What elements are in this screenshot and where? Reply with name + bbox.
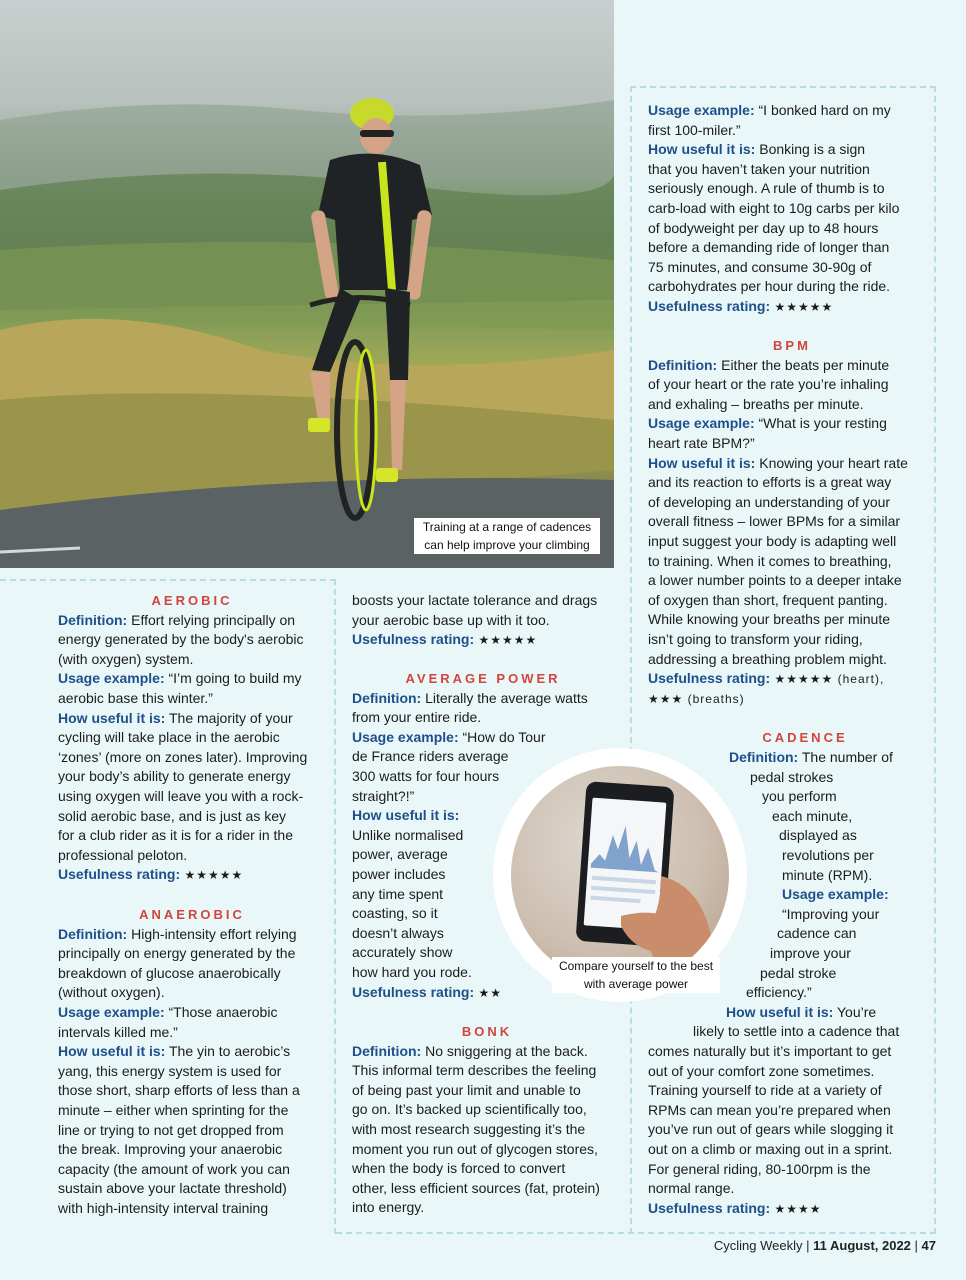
phone-caption xyxy=(552,957,720,993)
footer-separator: | xyxy=(910,1238,922,1253)
anaerobic-useful-5: line or trying to not get dropped from xyxy=(58,1121,284,1138)
anaerobic-useful-2: yang, this energy system is used for xyxy=(58,1062,282,1079)
publication-name: Cycling Weekly xyxy=(713,1238,803,1253)
cadence-definition-1: The number of xyxy=(798,749,893,765)
aerobic-rating-stars: ★★★★★ xyxy=(180,868,244,883)
anaerobic-definition-4: (without oxygen). xyxy=(58,984,165,1001)
avgpower-definition-2: from your entire ride. xyxy=(352,709,482,726)
aerobic-useful-1: The majority of your xyxy=(165,709,293,726)
bonk-definition-8: other, less efficient sources (fat, protein) xyxy=(352,1179,600,1196)
cadence-useful-3: comes naturally but it’s important to get xyxy=(648,1043,892,1059)
bonk-definition-5: with most research suggesting it’s the xyxy=(352,1120,586,1137)
col2-cont-2: your aerobic base up with it too. xyxy=(352,611,550,628)
avgpower-useful-8: how hard you rode. xyxy=(352,963,472,980)
usage-label: Usage example: xyxy=(648,102,755,118)
bpm-useful-5: input suggest your body is adapting well xyxy=(648,532,897,549)
bpm-useful-4: overall fitness – lower BPMs for a similar xyxy=(648,513,901,530)
bpm-useful-8: of oxygen than short, frequent panting. xyxy=(648,591,888,608)
cadence-definition-5: displayed as xyxy=(779,827,857,843)
issue-date: 11 August, 2022 xyxy=(813,1238,911,1253)
bonk-useful-1: Bonking is a sign xyxy=(755,141,866,158)
bpm-definition-3: and exhaling – breaths per minute. xyxy=(648,395,864,412)
avgpower-useful-4: any time spent xyxy=(352,885,444,902)
aerobic-useful-8: professional peloton. xyxy=(58,846,188,863)
avgpower-definition-1: Literally the average watts xyxy=(421,689,588,706)
cadence-usage-1: “Improving your xyxy=(782,906,880,922)
bpm-useful-3: of developing an understanding of your xyxy=(648,493,891,510)
bonk-definition-3: of being past your limit and unable to xyxy=(352,1081,581,1098)
heading-average-power: AVERAGE POWER xyxy=(405,671,561,686)
bonk-useful-7: 75 minutes, and consume 30-90g of xyxy=(648,258,872,275)
avgpower-useful-5: coasting, so it xyxy=(352,905,438,922)
cadence-definition-2: pedal strokes xyxy=(750,769,834,785)
heading-cadence: CADENCE xyxy=(762,730,848,745)
cadence-useful-9: For general riding, 80-100rpm is the xyxy=(648,1161,871,1177)
anaerobic-useful-7: capacity (the amount of work you can xyxy=(58,1160,290,1177)
bpm-usage-2: heart rate BPM?” xyxy=(648,434,755,451)
cadence-useful-4: out of your comfort zone sometimes. xyxy=(648,1063,875,1079)
definition-label: Definition: xyxy=(58,925,128,942)
photo-caption-line-1: Training at a range of cadences xyxy=(414,518,600,536)
bonk-useful-8: carbohydrates per hour during the ride. xyxy=(648,278,891,295)
anaerobic-usage-2: intervals killed me.” xyxy=(58,1023,178,1040)
cadence-definition-3: you perform xyxy=(762,788,837,804)
bpm-useful-1: Knowing your heart rate xyxy=(755,454,908,471)
avgpower-useful-6: doesn’t always xyxy=(352,924,444,941)
avgpower-useful-3: power includes xyxy=(352,865,446,882)
bpm-useful-2: and its reaction to efforts is a great way xyxy=(648,474,892,491)
bonk-usage-2: first 100-miler.” xyxy=(648,121,741,138)
bottom-frame xyxy=(336,1232,936,1234)
bonk-useful-4: carb-load with eight to 10g carbs per kilo xyxy=(648,199,900,216)
anaerobic-usage-1: “Those anaerobic xyxy=(164,1003,278,1020)
bpm-definition-1: Either the beats per minute xyxy=(717,356,890,373)
bonk-definition-4: go on. It’s backed up scientifically too, xyxy=(352,1101,587,1118)
bpm-useful-6: to training. When it comes to breathing, xyxy=(648,552,892,569)
entry-aerobic xyxy=(58,591,326,886)
cadence-useful-2: likely to settle into a cadence that xyxy=(693,1023,900,1039)
bonk-useful-3: seriously enough. A rule of thumb is to xyxy=(648,180,885,197)
anaerobic-definition-3: breakdown of glucose anaerobically xyxy=(58,964,281,981)
avgpower-usage-2: de France riders average xyxy=(352,748,509,765)
cyclist-photo xyxy=(0,0,614,568)
aerobic-useful-3: ‘zones’ (more on zones later). Improving xyxy=(58,748,308,765)
footer-separator: | xyxy=(802,1238,814,1253)
anaerobic-useful-8: sustain above your lactate threshold) xyxy=(58,1180,287,1197)
cadence-definition-4: each minute, xyxy=(772,808,853,824)
avgpower-rating-stars: ★★ xyxy=(474,985,502,1000)
heading-bpm: BPM xyxy=(773,338,811,353)
phone-caption-line-1: Compare yourself to the best xyxy=(552,957,720,975)
bonk-definition-9: into energy. xyxy=(352,1199,425,1216)
useful-label: How useful it is: xyxy=(726,1004,834,1020)
usage-label: Usage example: xyxy=(648,415,755,432)
aerobic-useful-4: your body’s ability to generate energy xyxy=(58,768,291,785)
cadence-useful-8: out on a climb or maxing out in a sprint. xyxy=(648,1141,893,1157)
bonk-continuation xyxy=(648,101,928,318)
entry-bonk xyxy=(352,1022,622,1218)
bonk-rating-stars: ★★★★★ xyxy=(770,299,834,314)
entry-bpm xyxy=(648,336,928,709)
avgpower-usage-4: straight?!” xyxy=(352,787,415,804)
bpm-useful-10: isn’t going to transform your riding, xyxy=(648,630,863,647)
bonk-useful-5: of bodyweight per day up to 48 hours xyxy=(648,219,879,236)
cadence-useful-5: Training yourself to ride at a variety of xyxy=(648,1082,882,1098)
phone-caption-line-2: with average power xyxy=(552,975,720,993)
anaerobic-useful-3: those short, sharp efforts of less than a xyxy=(58,1082,300,1099)
cadence-usage-5: efficiency.” xyxy=(746,984,812,1000)
phone-illustration xyxy=(511,766,729,984)
rating-label: Usefulness rating: xyxy=(352,983,475,1000)
avgpower-useful-2: power, average xyxy=(352,846,448,863)
anaerobic-useful-1: The yin to aerobic’s xyxy=(165,1043,291,1060)
aerobic-usage-1: “I’m going to build my xyxy=(164,670,302,687)
aerobic-definition-2: energy generated by the body's aerobic xyxy=(58,631,304,648)
useful-label: How useful it is: xyxy=(58,1043,166,1060)
aerobic-useful-6: solid aerobic base, and is just as key xyxy=(58,807,287,824)
bpm-rating-2: ★★★ (breaths) xyxy=(648,691,745,706)
page-footer xyxy=(714,1236,936,1256)
rating-label: Usefulness rating: xyxy=(648,670,771,687)
cadence-useful-6: RPMs can mean you’re prepared when xyxy=(648,1102,891,1118)
phone-photo xyxy=(511,766,729,984)
cyclist-illustration xyxy=(0,0,614,568)
cadence-useful-7: you’ve run out of gears while slogging it xyxy=(648,1121,894,1137)
avgpower-useful-1: Unlike normalised xyxy=(352,826,464,843)
page-number: 47 xyxy=(921,1238,936,1253)
anaerobic-definition-2: principally on energy generated by the xyxy=(58,945,296,962)
aerobic-useful-2: cycling will take place in the aerobic xyxy=(58,729,280,746)
rating-label: Usefulness rating: xyxy=(352,631,475,648)
bpm-useful-7: a lower number points to a deeper intake xyxy=(648,572,902,589)
useful-label: How useful it is: xyxy=(648,141,756,158)
useful-label: How useful it is: xyxy=(58,709,166,726)
aerobic-usage-2: aerobic base this winter.” xyxy=(58,689,213,706)
bonk-useful-2: that you haven’t taken your nutrition xyxy=(648,160,870,177)
bpm-usage-1: “What is your resting xyxy=(754,415,887,432)
photo-caption xyxy=(414,518,600,554)
definition-label: Definition: xyxy=(352,1042,422,1059)
usage-label: Usage example: xyxy=(352,728,459,745)
bonk-definition-6: moment you run out of glycogen stores, xyxy=(352,1140,598,1157)
cadence-useful-1: You’re xyxy=(833,1004,877,1020)
useful-label: How useful it is: xyxy=(352,807,460,824)
rating-label: Usefulness rating: xyxy=(648,1200,771,1216)
aerobic-definition-1: Effort relying principally on xyxy=(127,611,296,628)
cadence-rating-stars: ★★★★ xyxy=(770,1202,822,1216)
bonk-definition-2: This informal term describes the feeling xyxy=(352,1062,597,1079)
bonk-usage-1: “I bonked hard on my xyxy=(754,102,891,118)
bpm-rating-1: ★★★★★ (heart), xyxy=(770,672,885,687)
cadence-usage-3: improve your xyxy=(770,945,851,961)
useful-label: How useful it is: xyxy=(648,454,756,471)
bpm-useful-9: While knowing your breaths per minute xyxy=(648,611,891,628)
cadence-definition-7: minute (RPM). xyxy=(782,867,873,883)
heading-bonk: BONK xyxy=(461,1024,513,1039)
definition-label: Definition: xyxy=(648,356,718,373)
anaerobic-rating-stars: ★★★★★ xyxy=(474,633,538,648)
cadence-useful-10: normal range. xyxy=(648,1180,735,1196)
usage-label: Usage example: xyxy=(782,886,889,902)
avgpower-usage-1: “How do Tour xyxy=(458,728,546,745)
anaerobic-continuation xyxy=(352,591,622,651)
bonk-useful-6: before a demanding ride of longer than xyxy=(648,239,890,256)
definition-label: Definition: xyxy=(352,689,422,706)
rating-label: Usefulness rating: xyxy=(648,297,771,314)
anaerobic-useful-4: minute – either when sprinting for the xyxy=(58,1101,289,1118)
anaerobic-useful-6: the break. Improving your anaerobic xyxy=(58,1141,283,1158)
definition-label: Definition: xyxy=(58,611,128,628)
rating-label: Usefulness rating: xyxy=(58,866,181,883)
aerobic-useful-7: for a club rider as it is for a rider in the xyxy=(58,827,293,844)
bpm-useful-11: addressing a breathing problem might. xyxy=(648,650,887,667)
cadence-definition-6: revolutions per xyxy=(782,847,874,863)
aerobic-useful-5: using oxygen will leave you with a rock- xyxy=(58,787,304,804)
usage-label: Usage example: xyxy=(58,670,165,687)
bonk-definition-7: when the body is forced to convert xyxy=(352,1160,566,1177)
bpm-definition-2: of your heart or the rate you’re inhaling xyxy=(648,376,889,393)
anaerobic-useful-9: with high-intensity interval training xyxy=(58,1199,269,1216)
avgpower-useful-7: accurately show xyxy=(352,944,453,961)
anaerobic-definition-1: High-intensity effort relying xyxy=(127,925,297,942)
col2-cont-1: boosts your lactate tolerance and drags xyxy=(352,592,598,608)
usage-label: Usage example: xyxy=(58,1003,165,1020)
entry-anaerobic xyxy=(58,905,326,1219)
bonk-definition-1: No sniggering at the back. xyxy=(421,1042,588,1059)
heading-anaerobic: ANAEROBIC xyxy=(139,907,245,922)
definition-label: Definition: xyxy=(729,749,799,765)
photo-caption-line-2: can help improve your climbing xyxy=(414,536,600,554)
cadence-usage-4: pedal stroke xyxy=(760,965,837,981)
cadence-usage-2: cadence can xyxy=(777,925,857,941)
aerobic-definition-3: (with oxygen) system. xyxy=(58,650,194,667)
avgpower-usage-3: 300 watts for four hours xyxy=(352,767,500,784)
heading-aerobic: AEROBIC xyxy=(151,593,233,608)
